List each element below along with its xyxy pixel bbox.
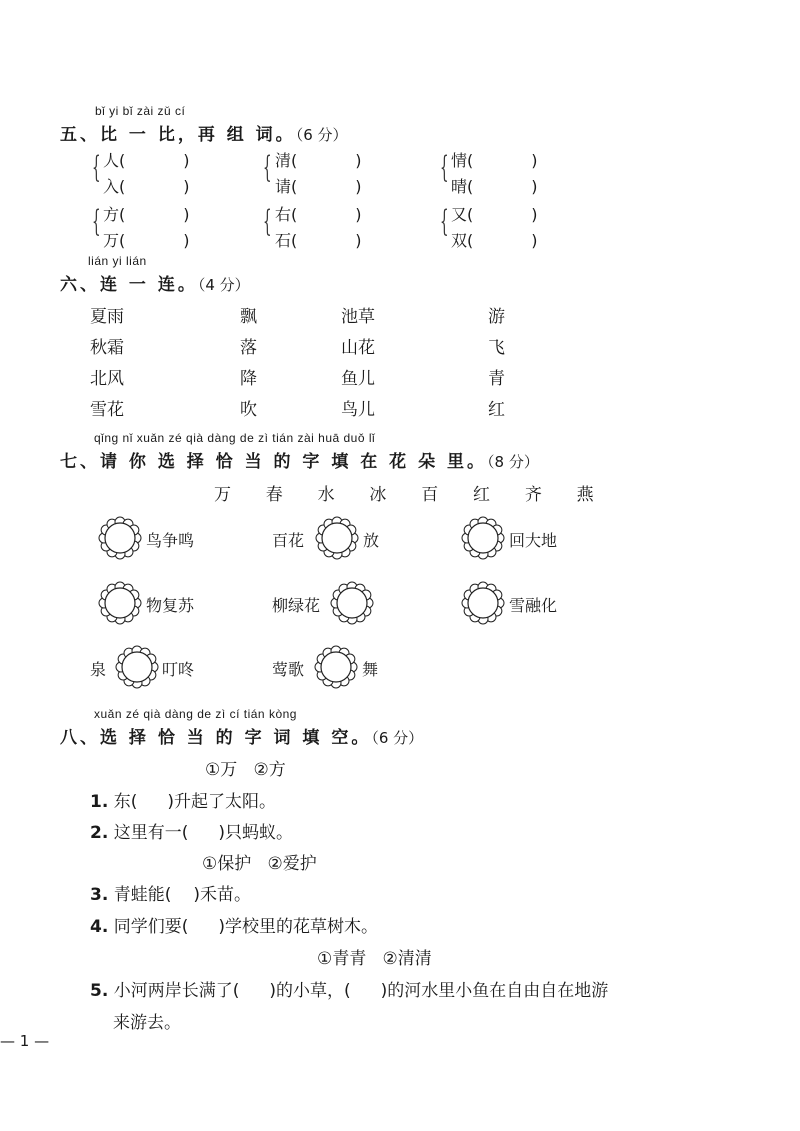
flower-center (105, 588, 135, 618)
match-item[interactable]: 飞 (488, 338, 505, 358)
flower-blank[interactable] (114, 644, 160, 690)
sec7-text: 放 (363, 531, 380, 550)
match-item[interactable]: 山花 (341, 338, 375, 358)
sec6-col-left-a (90, 302, 124, 426)
sec5-item: 入( ) (103, 177, 190, 196)
sec7-title (60, 447, 539, 472)
match-item[interactable]: 降 (240, 369, 257, 389)
match-item[interactable]: 游 (488, 307, 505, 327)
sec7-points: （8 分） (487, 453, 539, 471)
flower-center (122, 652, 152, 682)
sec5-item: 石( ) (275, 231, 362, 250)
sec8-options-1: ①万 ②方 (205, 760, 286, 780)
sec5-item: 方( ) (103, 205, 190, 224)
brace: { (263, 204, 272, 239)
flower-icon (313, 644, 359, 690)
sec5-item: 又( ) (451, 205, 538, 224)
sec6-title-text: 六、连 一 连。 (60, 275, 198, 295)
sec5-item: 清( ) (275, 151, 362, 170)
flower-blank[interactable] (329, 580, 375, 626)
sec8-options-2: ①保护 ②爱护 (202, 854, 317, 874)
sec7-text: 柳绿花 (272, 596, 321, 615)
brace: { (92, 150, 101, 185)
flower-center (468, 523, 498, 553)
sec7-text: 雪融化 (509, 596, 558, 615)
match-item[interactable]: 青 (488, 369, 505, 389)
flower-center (105, 523, 135, 553)
sec7-title-text: 七、请 你 选 择 恰 当 的 字 填 在 花 朵 里。 (60, 452, 488, 472)
sec8-q4: 4. 同学们要( )学校里的花草树木。 (90, 917, 378, 937)
match-item[interactable]: 北风 (90, 369, 124, 389)
flower-center (337, 588, 367, 618)
sec6-col-right-a (341, 302, 375, 426)
sec6-title (60, 270, 250, 295)
flower-icon (460, 580, 506, 626)
sec7-text: 鸟争鸣 (146, 531, 195, 550)
flower-blank[interactable] (313, 644, 359, 690)
match-item[interactable]: 秋霜 (90, 338, 124, 358)
sec8-q3: 3. 青蛙能( )禾苗。 (90, 885, 251, 905)
flower-center (321, 652, 351, 682)
sec5-pinyin: bǐ yi bǐ zài zǔ cí (95, 104, 186, 118)
flower-icon (97, 580, 143, 626)
sec5-item: 右( ) (275, 205, 362, 224)
brace: { (263, 150, 272, 185)
brace: { (440, 150, 449, 185)
sec5-item: 人( ) (103, 151, 190, 170)
brace: { (440, 204, 449, 239)
sec7-text: 回大地 (509, 531, 558, 550)
sec7-text: 物复苏 (146, 596, 195, 615)
brace: { (92, 204, 101, 239)
sec7-text: 舞 (362, 660, 379, 679)
match-item[interactable]: 落 (240, 338, 257, 358)
match-item[interactable]: 夏雨 (90, 307, 124, 327)
flower-icon (314, 515, 360, 561)
sec6-pinyin: lián yi lián (88, 254, 147, 268)
sec8-q5: 5. 小河两岸长满了( )的小草，( )的河水里小鱼在自由自在地游 (90, 981, 609, 1001)
sec5-item: 万( ) (103, 231, 190, 250)
flower-blank[interactable] (97, 515, 143, 561)
sec6-points: （4 分） (197, 276, 250, 294)
sec5-title-text: 五、比 一 比，再 组 词。 (60, 125, 296, 145)
sec5-item: 双( ) (451, 231, 538, 250)
sec5-points: （6 分） (295, 126, 348, 144)
sec8-title-text: 八、选 择 恰 当 的 字 词 填 空。 (60, 728, 372, 748)
match-item[interactable]: 红 (488, 400, 505, 420)
sec8-q2: 2. 这里有一( )只蚂蚁。 (90, 823, 293, 843)
sec7-pinyin: qǐng nǐ xuǎn zé qià dàng de zì tián zài huā duǒ lǐ (94, 431, 376, 445)
sec8-q1: 1. 东( )升起了太阳。 (90, 792, 276, 812)
sec5-item: 请( ) (275, 177, 362, 196)
sec5-item: 情( ) (451, 151, 538, 170)
flower-blank[interactable] (97, 580, 143, 626)
flower-center (322, 523, 352, 553)
sec7-char-bank: 万 春 水 冰 百 红 齐 燕 (214, 485, 602, 505)
flower-blank[interactable] (460, 515, 506, 561)
sec8-pinyin: xuǎn zé qià dàng de zì cí tián kòng (94, 707, 297, 721)
sec5-item: 晴( ) (451, 177, 538, 196)
match-item[interactable]: 雪花 (90, 400, 124, 420)
sec7-text: 叮咚 (162, 660, 195, 679)
sec7-text: 泉 (90, 660, 107, 679)
flower-center (468, 588, 498, 618)
flower-icon (329, 580, 375, 626)
sec7-text: 百花 (272, 531, 305, 550)
flower-icon (97, 515, 143, 561)
flower-icon (460, 515, 506, 561)
match-item[interactable]: 鱼儿 (341, 369, 375, 389)
sec8-points: （6 分） (371, 729, 424, 747)
sec8-options-3: ①青青 ②清清 (317, 949, 432, 969)
sec8-q5-continued: 来游去。 (113, 1013, 181, 1033)
sec8-title (60, 723, 423, 748)
flower-blank[interactable] (314, 515, 360, 561)
sec7-text: 莺歌 (272, 660, 305, 679)
match-item[interactable]: 池草 (341, 307, 375, 327)
match-item[interactable]: 鸟儿 (341, 400, 375, 420)
match-item[interactable]: 飘 (240, 307, 257, 327)
flower-icon (114, 644, 160, 690)
sec5-title (60, 120, 348, 145)
flower-blank[interactable] (460, 580, 506, 626)
sec6-col-right-b (488, 302, 505, 426)
page-number: — 1 — (0, 1032, 50, 1050)
match-item[interactable]: 吹 (240, 400, 257, 420)
sec6-col-left-b (240, 302, 257, 426)
